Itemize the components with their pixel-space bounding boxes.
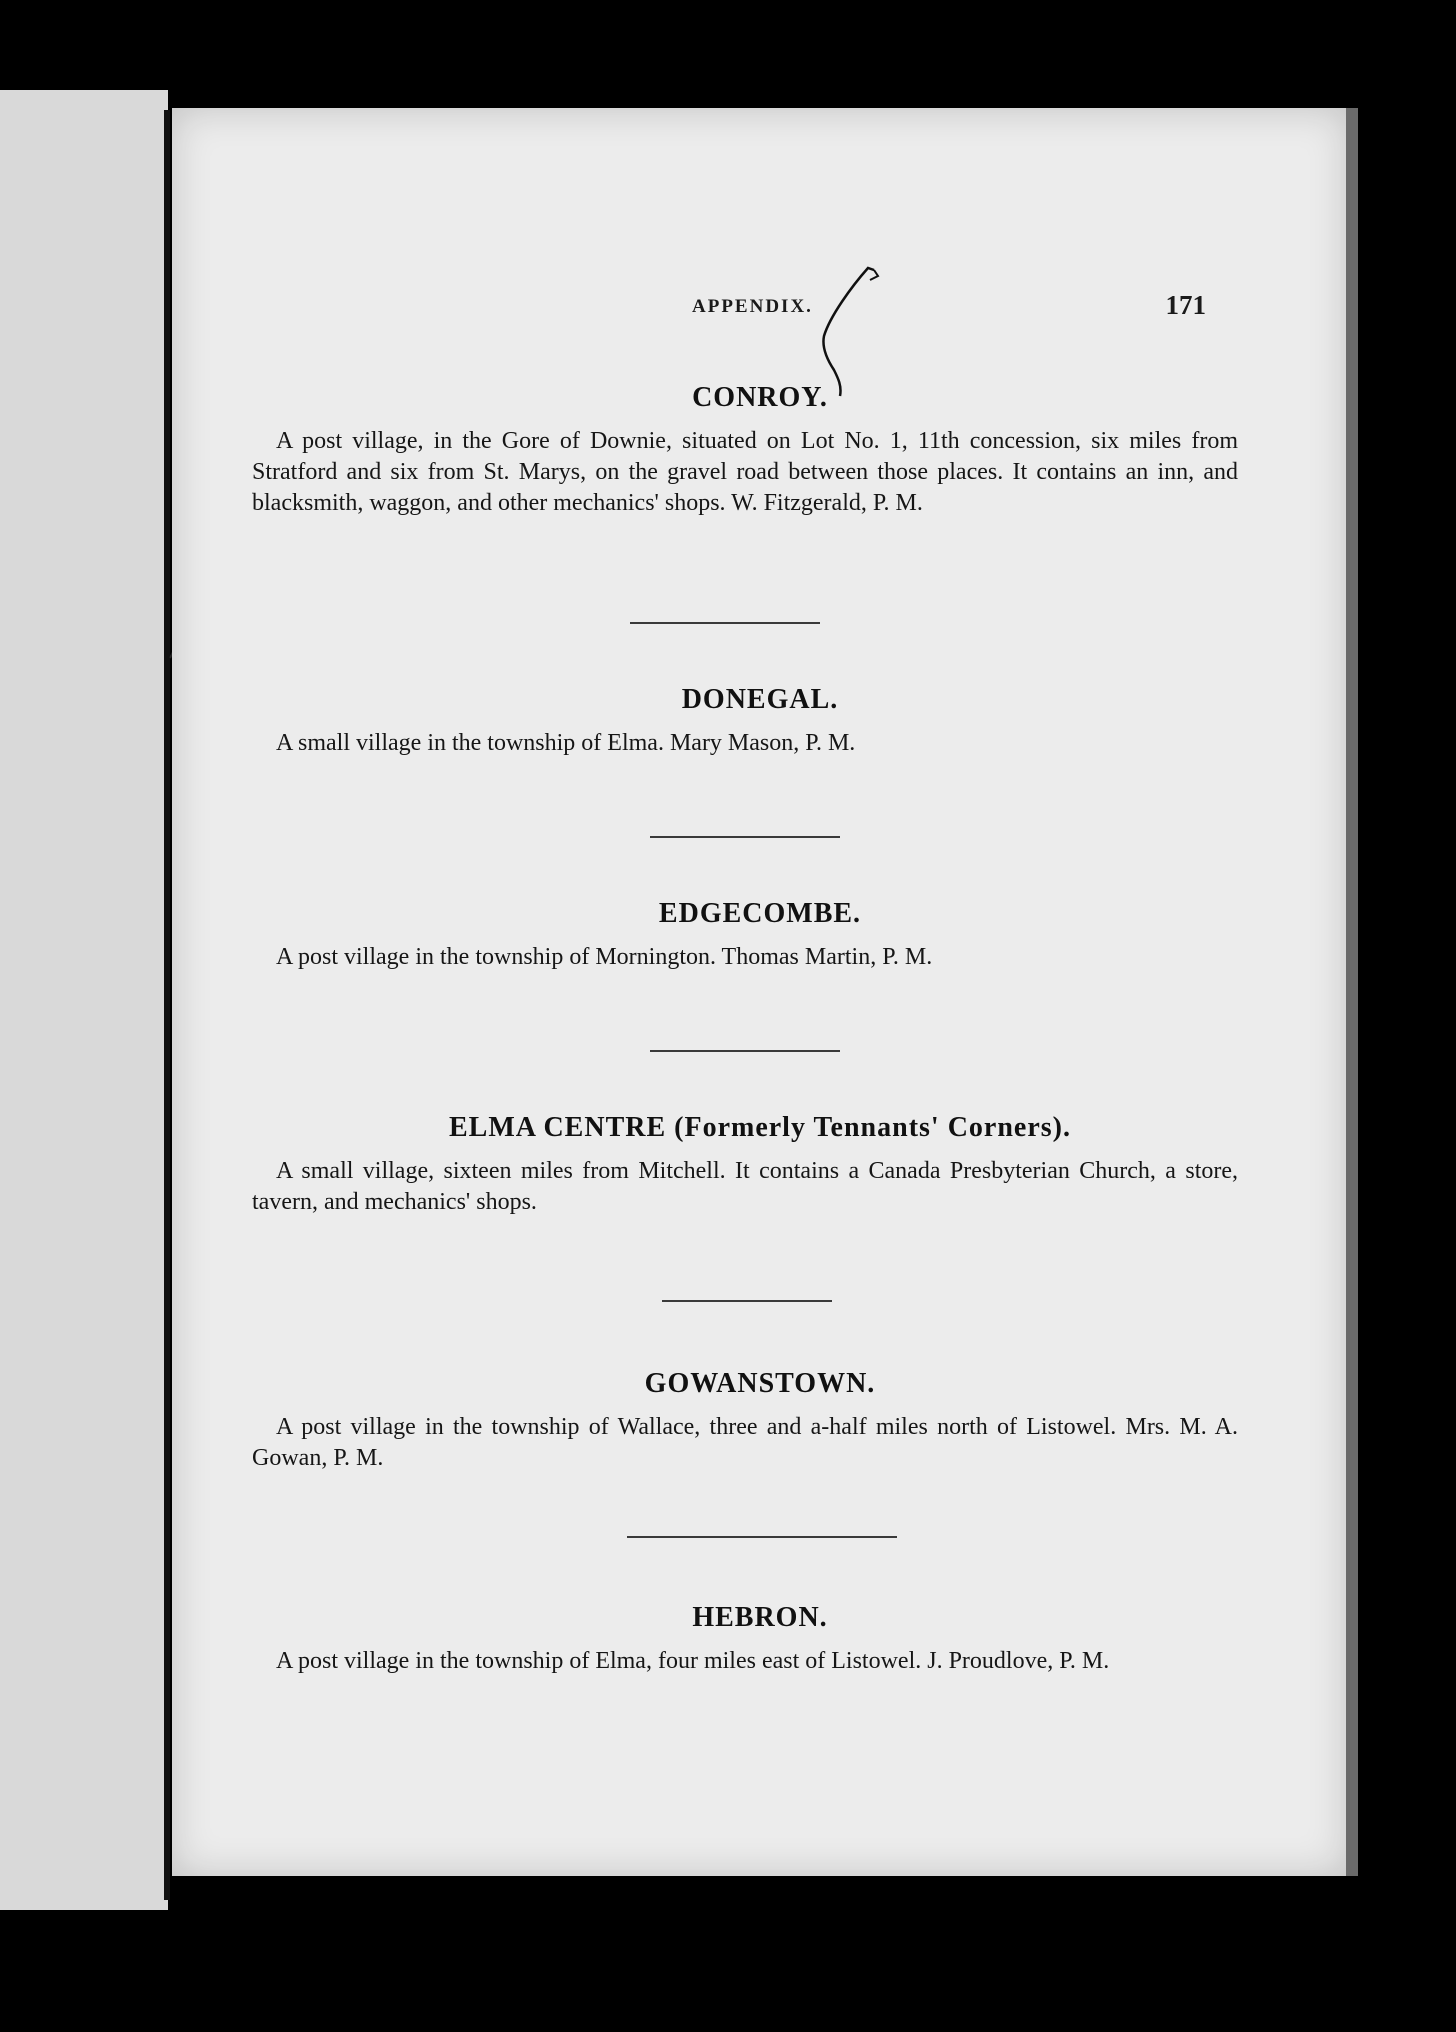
section-divider bbox=[650, 1050, 840, 1052]
section-divider bbox=[650, 836, 840, 838]
facing-page-edge bbox=[0, 90, 168, 1910]
section-divider bbox=[662, 1300, 832, 1302]
entry-title: ELMA CENTRE (Formerly Tennants' Corners). bbox=[449, 1112, 1071, 1143]
entry-title: CONROY. bbox=[692, 382, 828, 413]
entry-edgecombe bbox=[172, 898, 1348, 973]
entry-body: A post village in the township of Elma, four miles east of Listowel. J. Proudlove, P. M. bbox=[276, 1648, 1110, 1674]
entry-title: EDGECOMBE. bbox=[658, 898, 862, 929]
running-head: APPENDIX. bbox=[692, 296, 813, 317]
entry-body: A post village in the township of Mornington. Thomas Martin, P. M. bbox=[276, 944, 933, 970]
entry-hebron bbox=[172, 1602, 1348, 1677]
binding-gutter bbox=[164, 110, 170, 1900]
section-divider bbox=[627, 1536, 897, 1538]
page-edge-shadow bbox=[1346, 108, 1358, 1876]
entry-conroy bbox=[172, 382, 1348, 519]
entry-body: A post village in the township of Wallace, three and a-half miles north of Listowel. Mrs. M. A. Gowan, P. M. bbox=[252, 1414, 1238, 1471]
entry-title: GOWANSTOWN. bbox=[644, 1368, 876, 1399]
entry-elma-centre bbox=[172, 1112, 1348, 1218]
entry-title: DONEGAL. bbox=[681, 684, 839, 715]
page-header bbox=[172, 290, 1348, 336]
page-number: 171 bbox=[1165, 290, 1206, 320]
entry-title: HEBRON. bbox=[692, 1602, 828, 1633]
entry-body: A small village in the township of Elma. Mary Mason, P. M. bbox=[276, 730, 856, 756]
entry-gowanstown bbox=[172, 1368, 1348, 1474]
book-page bbox=[172, 108, 1348, 1876]
entry-body: A small village, sixteen miles from Mitchell. It contains a Canada Presbyterian Church, a store, tavern, and mechanics' shops. bbox=[252, 1158, 1238, 1215]
section-divider bbox=[630, 622, 820, 624]
entry-body: A post village, in the Gore of Downie, situated on Lot No. 1, 11th concession, six miles from Stratford and six from St. Marys, on the gravel road between those places. It contains an inn, and blacksmith, waggon, and other mechanics' shops. W. Fitzgerald, P. M. bbox=[252, 428, 1238, 516]
entry-donegal bbox=[172, 684, 1348, 759]
